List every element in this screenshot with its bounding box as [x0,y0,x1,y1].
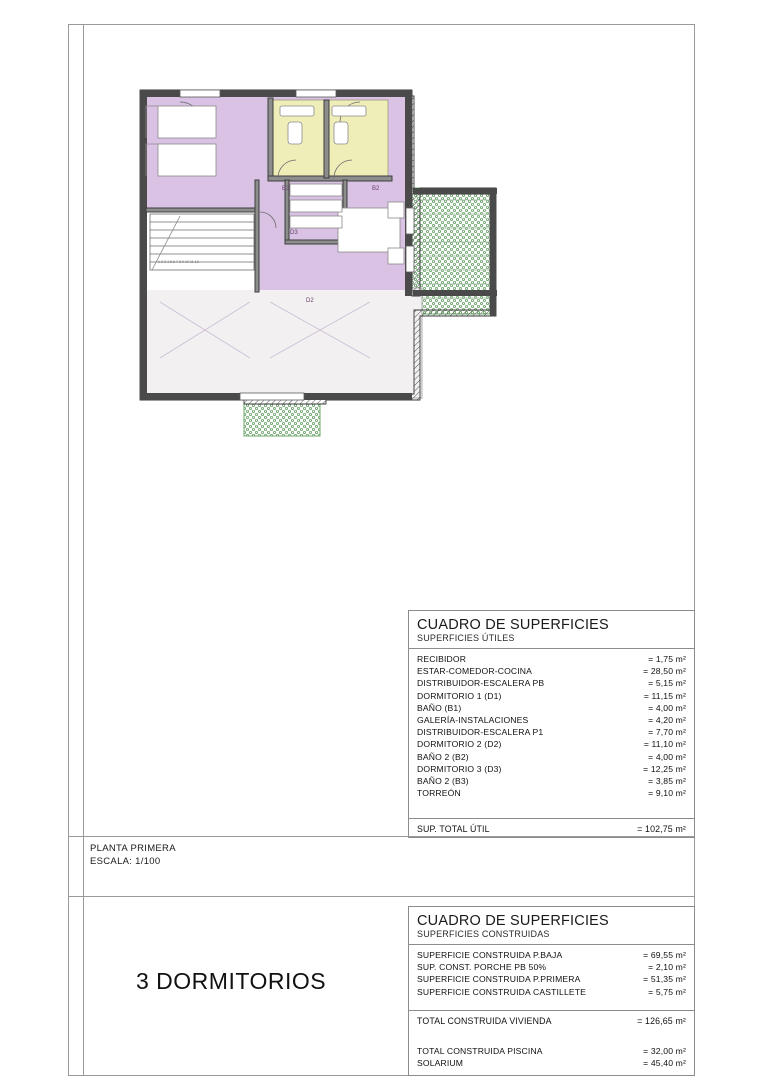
surface-table-built-total [409,1011,694,1027]
sheet-left-margin [68,24,84,1076]
sheet-divider-upper [68,836,695,837]
row-value: = 1,75 m² [648,654,686,664]
row-value: = 7,70 m² [648,727,686,738]
row-label: DISTRIBUIDOR-ESCALERA P1 [417,727,544,738]
sheet-divider-lower [68,896,695,897]
table-row [417,714,686,726]
row-value: = 5,75 m² [648,986,686,997]
row-value: = 11,15 m² [643,690,686,701]
table-row [417,677,686,689]
row-value: = 32,00 m² [643,1045,686,1056]
row-value: = 5,15 m² [648,678,686,689]
plan-label-b2: B2 [372,186,380,192]
row-label: RECIBIDOR [417,654,467,664]
page-title: 3 DORMITORIOS [136,968,327,994]
surface-table-built-rows [409,945,694,998]
row-label: GALERÍA-INSTALACIONES [417,715,529,726]
table-row [417,653,686,665]
table-row [417,702,686,714]
row-value: = 45,40 m² [643,1058,686,1069]
row-label: BAÑO 2 (B2) [417,751,469,762]
table-row [417,690,686,702]
plan-caption-scale: ESCALA: 1/100 [90,856,161,867]
table-row [417,1057,686,1069]
row-label: BAÑO 2 (B3) [417,776,469,787]
table-row [417,986,686,998]
surface-table-useful-total [409,819,694,835]
table-row [417,763,686,775]
row-label: TOTAL CONSTRUIDA PISCINA [417,1045,543,1056]
row-label: DORMITORIO 3 (D3) [417,763,502,774]
surface-table-useful-subtitle: SUPERFICIES ÚTILES [417,633,515,643]
row-value: = 69,55 m² [643,950,686,960]
row-label: SUPERFICIE CONSTRUIDA CASTILLETE [417,986,587,997]
table-row [417,665,686,677]
total-value: = 102,75 m² [637,824,686,835]
surface-table-built [408,906,695,1076]
table-row [417,738,686,750]
table-row [417,949,686,961]
floor-plan-drawing [120,80,550,470]
total-label: SUP. TOTAL ÚTIL [417,824,490,835]
row-value: = 51,35 m² [643,974,686,985]
table-row [417,961,686,973]
row-value: = 12,25 m² [643,763,686,774]
surface-table-useful-title: CUADRO DE SUPERFICIES [417,617,609,633]
row-value: = 9,10 m² [648,788,686,799]
plan-label-b3: B3 [282,186,290,192]
row-value: = 28,50 m² [643,666,686,677]
row-label: ESTAR-COMEDOR-COCINA [417,666,533,677]
plan-caption [90,842,176,868]
plan-label-d2: D2 [306,298,314,304]
row-value: = 4,00 m² [648,751,686,762]
table-row [417,726,686,738]
plan-label-stair-numbers: 1 2 3 4 5 6 7 8 9 10 11 12 [158,260,199,264]
row-label: SUPERFICIE CONSTRUIDA P.BAJA [417,950,563,960]
table-row [417,973,686,985]
table-row [417,1045,686,1057]
plan-caption-name: PLANTA PRIMERA [90,843,176,854]
surface-table-useful-rows [409,649,694,799]
surface-table-useful [408,610,695,838]
row-value: = 3,85 m² [648,776,686,787]
total-value: = 126,65 m² [637,1015,686,1026]
row-label: TORREÓN [417,788,461,799]
row-label: SUP. CONST. PORCHE PB 50% [417,962,547,973]
row-value: = 4,20 m² [648,715,686,726]
surface-table-built-subtitle: SUPERFICIES CONSTRUIDAS [417,929,550,939]
row-value: = 11,10 m² [643,739,686,750]
row-label: BAÑO (B1) [417,702,462,713]
row-value: = 2,10 m² [648,962,686,973]
row-label: SUPERFICIE CONSTRUIDA P.PRIMERA [417,974,581,985]
table-row [417,775,686,787]
surface-table-built-title: CUADRO DE SUPERFICIES [417,913,609,929]
plan-label-d3: D3 [290,230,298,236]
table-row [417,751,686,763]
row-label: SOLARIUM [417,1058,464,1069]
table-row [417,787,686,799]
row-label: DORMITORIO 2 (D2) [417,739,502,750]
row-label: DISTRIBUIDOR-ESCALERA PB [417,678,545,689]
surface-table-built-extra-rows [409,1041,694,1069]
total-label: TOTAL CONSTRUIDA VIVIENDA [417,1015,552,1026]
row-value: = 4,00 m² [648,702,686,713]
garden-strip [244,404,320,436]
lower-roof-area [142,288,422,398]
row-label: DORMITORIO 1 (D1) [417,690,502,701]
